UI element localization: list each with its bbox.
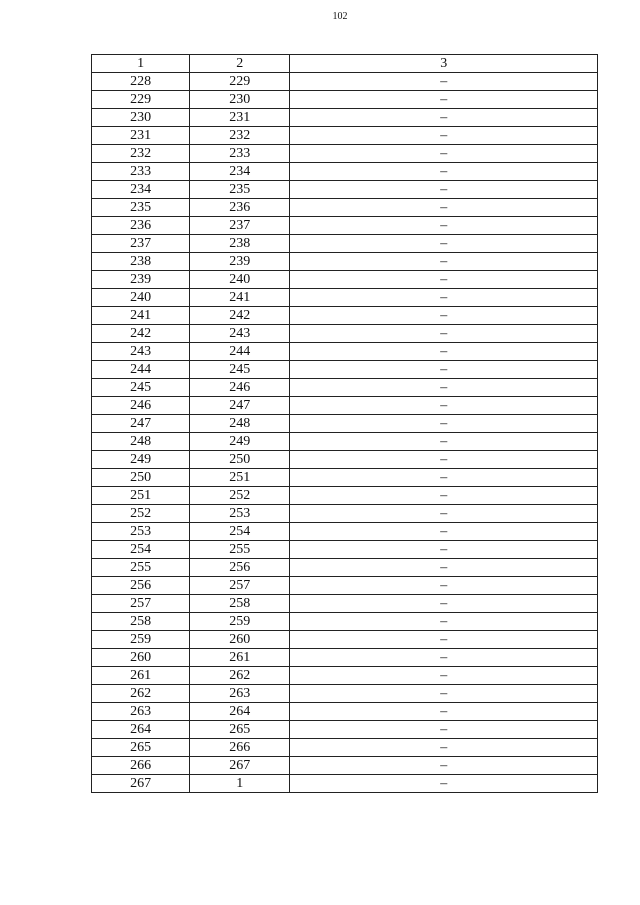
table-cell-col-1: 238	[92, 253, 190, 271]
table-cell-col-1: 250	[92, 469, 190, 487]
table-cell-col-3: –	[290, 199, 598, 217]
table-row	[92, 541, 598, 559]
table-cell-col-3: –	[290, 127, 598, 145]
table-row	[92, 289, 598, 307]
table-cell-col-3: –	[290, 685, 598, 703]
table-cell-col-3: –	[290, 235, 598, 253]
table-cell-col-3: –	[290, 631, 598, 649]
table-cell-col-1: 244	[92, 361, 190, 379]
table-cell-col-2: 253	[190, 505, 290, 523]
table-cell-col-1: 265	[92, 739, 190, 757]
table-cell-col-1: 247	[92, 415, 190, 433]
table-cell-col-2: 266	[190, 739, 290, 757]
table-cell-col-2: 230	[190, 91, 290, 109]
table-row	[92, 379, 598, 397]
table-cell-col-3: –	[290, 415, 598, 433]
table-cell-col-2: 233	[190, 145, 290, 163]
table-row	[92, 631, 598, 649]
table-cell-col-1: 240	[92, 289, 190, 307]
table-cell-col-3: –	[290, 271, 598, 289]
table-cell-col-1: 249	[92, 451, 190, 469]
table-cell-col-2: 255	[190, 541, 290, 559]
table-row	[92, 199, 598, 217]
table-cell-col-3: –	[290, 523, 598, 541]
table-cell-col-3: –	[290, 217, 598, 235]
table-cell-col-2: 259	[190, 613, 290, 631]
table-row	[92, 253, 598, 271]
table-header	[92, 55, 598, 73]
table-cell-col-1: 260	[92, 649, 190, 667]
table-cell-col-3: –	[290, 307, 598, 325]
table-cell-col-1: 242	[92, 325, 190, 343]
table-cell-col-3: –	[290, 703, 598, 721]
table-cell-col-2: 238	[190, 235, 290, 253]
table-cell-col-1: 236	[92, 217, 190, 235]
page-number: 102	[332, 11, 348, 22]
table-cell-col-2: 262	[190, 667, 290, 685]
table-cell-col-3: –	[290, 469, 598, 487]
table-cell-col-2: 235	[190, 181, 290, 199]
table-cell-col-1: 261	[92, 667, 190, 685]
table-cell-col-2: 249	[190, 433, 290, 451]
table-cell-col-3: –	[290, 559, 598, 577]
table-cell-col-3: –	[290, 145, 598, 163]
table-row	[92, 451, 598, 469]
table-cell-col-3: –	[290, 757, 598, 775]
table-row	[92, 685, 598, 703]
table-cell-col-2: 240	[190, 271, 290, 289]
table-cell-col-1: 263	[92, 703, 190, 721]
table-cell-col-1: 230	[92, 109, 190, 127]
table-cell-col-1: 256	[92, 577, 190, 595]
table-cell-col-2: 245	[190, 361, 290, 379]
table-cell-col-1: 254	[92, 541, 190, 559]
header-cell-1: 1	[92, 55, 190, 73]
table-row	[92, 505, 598, 523]
table-cell-col-1: 245	[92, 379, 190, 397]
table-cell-col-1: 233	[92, 163, 190, 181]
table-row	[92, 523, 598, 541]
table-cell-col-3: –	[290, 487, 598, 505]
table-cell-col-2: 243	[190, 325, 290, 343]
table-cell-col-3: –	[290, 379, 598, 397]
table-row	[92, 127, 598, 145]
table-cell-col-1: 252	[92, 505, 190, 523]
table-cell-col-2: 239	[190, 253, 290, 271]
table-cell-col-2: 229	[190, 73, 290, 91]
table-cell-col-2: 247	[190, 397, 290, 415]
table-cell-col-3: –	[290, 343, 598, 361]
table-cell-col-1: 228	[92, 73, 190, 91]
table-cell-col-1: 257	[92, 595, 190, 613]
table-cell-col-2: 252	[190, 487, 290, 505]
table-body	[92, 73, 598, 793]
table-row	[92, 361, 598, 379]
table-row	[92, 73, 598, 91]
table-cell-col-2: 244	[190, 343, 290, 361]
table-row	[92, 757, 598, 775]
table-row	[92, 91, 598, 109]
table-cell-col-2: 242	[190, 307, 290, 325]
table-row	[92, 181, 598, 199]
table-cell-col-3: –	[290, 541, 598, 559]
table-row	[92, 109, 598, 127]
table-cell-col-3: –	[290, 613, 598, 631]
table-cell-col-2: 248	[190, 415, 290, 433]
table-cell-col-3: –	[290, 109, 598, 127]
table-row	[92, 397, 598, 415]
table-cell-col-2: 251	[190, 469, 290, 487]
table-cell-col-2: 258	[190, 595, 290, 613]
table-cell-col-3: –	[290, 361, 598, 379]
table-cell-col-3: –	[290, 181, 598, 199]
table-cell-col-2: 257	[190, 577, 290, 595]
table-row	[92, 721, 598, 739]
table-cell-col-2: 1	[190, 775, 290, 793]
table-cell-col-2: 261	[190, 649, 290, 667]
table-cell-col-3: –	[290, 289, 598, 307]
header-cell-3: 3	[290, 55, 598, 73]
table-cell-col-3: –	[290, 397, 598, 415]
table-cell-col-1: 264	[92, 721, 190, 739]
table-cell-col-1: 253	[92, 523, 190, 541]
table-cell-col-3: –	[290, 451, 598, 469]
table-cell-col-3: –	[290, 163, 598, 181]
table-cell-col-1: 231	[92, 127, 190, 145]
table-cell-col-2: 237	[190, 217, 290, 235]
table-cell-col-2: 232	[190, 127, 290, 145]
table-cell-col-2: 254	[190, 523, 290, 541]
table-row	[92, 343, 598, 361]
table-cell-col-1: 241	[92, 307, 190, 325]
table-cell-col-3: –	[290, 721, 598, 739]
table-row	[92, 469, 598, 487]
table-cell-col-1: 251	[92, 487, 190, 505]
table-cell-col-2: 256	[190, 559, 290, 577]
table-cell-col-3: –	[290, 739, 598, 757]
table-cell-col-3: –	[290, 775, 598, 793]
table-row	[92, 307, 598, 325]
table-cell-col-3: –	[290, 253, 598, 271]
table-row	[92, 271, 598, 289]
table-row	[92, 667, 598, 685]
table-row	[92, 487, 598, 505]
table-cell-col-1: 235	[92, 199, 190, 217]
table-cell-col-2: 264	[190, 703, 290, 721]
table-row	[92, 163, 598, 181]
table-cell-col-1: 243	[92, 343, 190, 361]
table-cell-col-2: 263	[190, 685, 290, 703]
table-cell-col-1: 255	[92, 559, 190, 577]
table-cell-col-2: 231	[190, 109, 290, 127]
table-cell-col-2: 234	[190, 163, 290, 181]
table-cell-col-3: –	[290, 667, 598, 685]
table-cell-col-1: 259	[92, 631, 190, 649]
table-row	[92, 649, 598, 667]
table-row	[92, 739, 598, 757]
table-row	[92, 559, 598, 577]
table-cell-col-1: 246	[92, 397, 190, 415]
table-cell-col-3: –	[290, 505, 598, 523]
table-cell-col-1: 267	[92, 775, 190, 793]
table-cell-col-3: –	[290, 577, 598, 595]
table-row	[92, 703, 598, 721]
header-cell-2: 2	[190, 55, 290, 73]
table-cell-col-3: –	[290, 325, 598, 343]
table-cell-col-2: 250	[190, 451, 290, 469]
table-row	[92, 145, 598, 163]
table-cell-col-1: 234	[92, 181, 190, 199]
table-cell-col-1: 258	[92, 613, 190, 631]
table-cell-col-3: –	[290, 433, 598, 451]
data-table	[91, 54, 598, 793]
table-cell-col-1: 229	[92, 91, 190, 109]
table-row	[92, 235, 598, 253]
table-row	[92, 433, 598, 451]
table-cell-col-1: 237	[92, 235, 190, 253]
table-cell-col-2: 241	[190, 289, 290, 307]
table-cell-col-2: 236	[190, 199, 290, 217]
table-cell-col-1: 262	[92, 685, 190, 703]
table-cell-col-1: 248	[92, 433, 190, 451]
table-cell-col-3: –	[290, 595, 598, 613]
table-cell-col-1: 266	[92, 757, 190, 775]
table-row	[92, 217, 598, 235]
table-cell-col-2: 246	[190, 379, 290, 397]
table-cell-col-1: 232	[92, 145, 190, 163]
table-cell-col-1: 239	[92, 271, 190, 289]
table-row	[92, 595, 598, 613]
table-row	[92, 577, 598, 595]
header-row	[92, 55, 598, 73]
table-cell-col-2: 260	[190, 631, 290, 649]
table-row	[92, 415, 598, 433]
table-cell-col-3: –	[290, 73, 598, 91]
table-row	[92, 775, 598, 793]
table-cell-col-2: 265	[190, 721, 290, 739]
table-row	[92, 325, 598, 343]
table-row	[92, 613, 598, 631]
table-cell-col-3: –	[290, 649, 598, 667]
table-cell-col-2: 267	[190, 757, 290, 775]
table-cell-col-3: –	[290, 91, 598, 109]
